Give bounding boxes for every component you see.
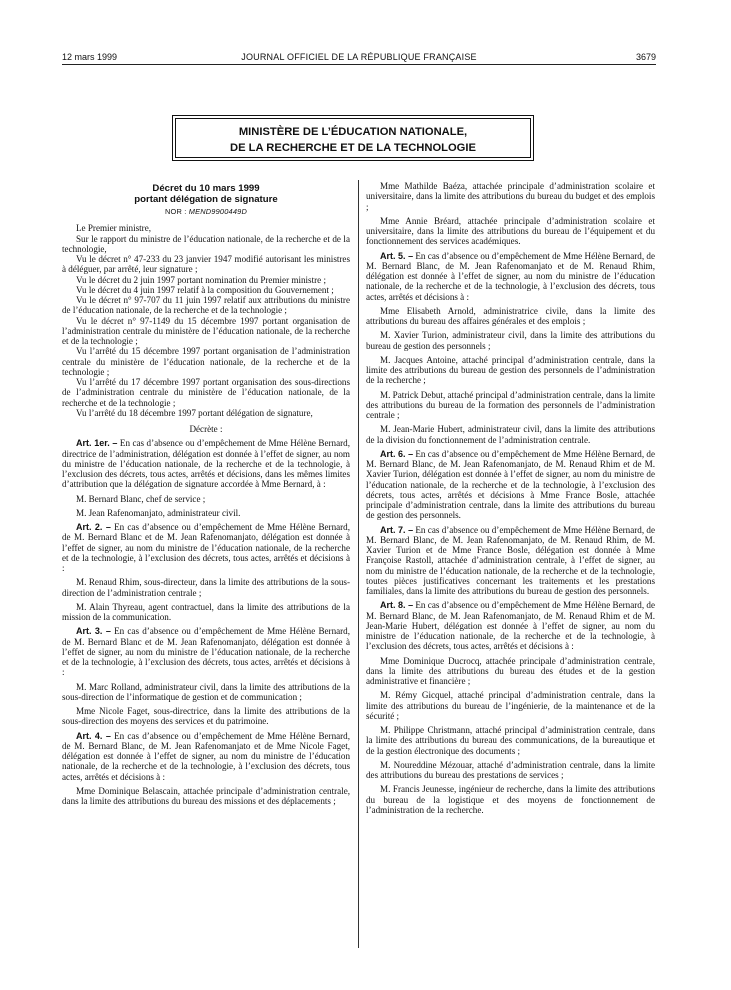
paragraph-text: M. Xavier Turion, administrateur civil, dans la limite des attributions du bureau de gestion des personnels ; — [366, 330, 655, 351]
article-paragraph — [62, 731, 350, 782]
paragraph-text: M. Rémy Gicquel, attaché principal d’administration centrale, dans la limite des attributions du bureau de l’ingénierie, de la maintenance et de la sécurité ; — [366, 690, 655, 721]
body-paragraph — [62, 424, 350, 434]
article-heading: Art. 1er. – — [76, 438, 118, 449]
article-paragraph — [366, 449, 655, 521]
header-rule — [62, 64, 656, 65]
body-paragraph — [62, 285, 350, 295]
ministry-line-2: DE LA RECHERCHE ET DE LA TECHNOLOGIE — [230, 142, 476, 154]
paragraph-text: M. Jacques Antoine, attaché principal d’administration centrale, dans la limite des attributions du bureau de gestion des personnels de l’administration de la recherche ; — [366, 354, 655, 386]
body-paragraph — [62, 377, 350, 408]
paragraph-text: M. Philippe Christmann, attaché principal d’administration centrale, dans la limite des attributions du bureau des communications, de la bureautique et de la gestion électronique des documents ; — [366, 725, 655, 756]
body-paragraph — [62, 494, 350, 504]
paragraph-text: Vu le décret n° 97-1149 du 15 décembre 1997 portant organisation de l’administration centrale du ministère de l’éducation nationale, de la recherche et de la technologie ; — [62, 315, 350, 346]
right-column — [366, 181, 655, 815]
paragraph-text: M. Jean Rafenomanjato, administrateur civil. — [76, 507, 241, 518]
nor-label: NOR : — [164, 207, 189, 216]
body-paragraph — [62, 223, 350, 233]
body-paragraph — [62, 295, 350, 316]
body-paragraph — [62, 234, 350, 255]
body-paragraph — [366, 216, 655, 247]
page-header — [62, 52, 656, 64]
body-paragraph — [366, 725, 655, 756]
right-column-body — [366, 181, 655, 815]
article-heading: Art. 7. – — [380, 524, 414, 535]
body-paragraph — [366, 306, 655, 327]
paragraph-text: En cas d’absence ou d’empêchement de Mme Hélène Bernard, de M. Bernard Blanc, de M. Jean Rafenomanjato, de M. Renaud Rhim et de M. Jean-Marie Hubert, délégation est donnée à l’effet de signer, au nom du ministre de l’éducation nationale, de la recherche et de la technologie, à l’exclusion des décrets, tous actes, arrêtés et décisions à : — [366, 600, 656, 652]
body-paragraph — [62, 602, 350, 623]
paragraph-text: En cas d’absence ou d’empêchement de Mme Hélène Bernard, de M. Bernard Blanc et de M. Jean Rafenomanjato, délégation est donnée à l’effet de signer, au nom du ministre de l’éducation nationale, de la recherche et de la technologie, à l’exclusion des décrets, tous actes, arrêtés et décisions à : — [62, 626, 351, 678]
article-paragraph — [366, 525, 655, 597]
body-paragraph — [62, 254, 350, 275]
body-paragraph — [62, 706, 350, 727]
paragraph-text: M. Patrick Debut, attaché principal d’administration centrale, dans la limite des attributions du bureau de la formation des personnels de l’administration centrale ; — [366, 389, 655, 420]
nor-reference — [62, 207, 350, 217]
body-paragraph — [366, 690, 655, 721]
paragraph-text: Vu l’arrêté du 15 décembre 1997 portant organisation de l’administration centrale du ministère de l’éducation nationale, de la recherche et de la technologie ; — [62, 346, 350, 377]
decree-title-line-2: portant délégation de signature — [134, 194, 278, 205]
paragraph-text: Décrète : — [189, 424, 223, 434]
article-heading: Art. 2. – — [76, 522, 111, 532]
nor-code: MEND9900449D — [188, 207, 248, 216]
body-paragraph — [62, 577, 350, 598]
body-paragraph — [366, 355, 655, 386]
paragraph-text: M. Francis Jeunesse, ingénieur de recherche, dans la limite des attributions du bureau de la logistique et des moyens de fonctionnement de l’administration de la recherche. — [366, 784, 655, 815]
decree-title — [62, 183, 350, 205]
paragraph-text: Vu le décret du 4 juin 1997 relatif à la composition du Gouvernement ; — [76, 284, 334, 295]
decree-title-line-1: Décret du 10 mars 1999 — [152, 183, 260, 194]
ministry-box — [172, 115, 534, 161]
paragraph-text: Mme Mathilde Baéza, attachée principale d’administration scolaire et universitaire, dans la limite des attributions du bureau du budget et des emplois ; — [366, 181, 655, 212]
paragraph-text: Le Premier ministre, — [76, 223, 152, 234]
left-column-body — [62, 223, 350, 806]
left-column — [62, 183, 350, 806]
body-paragraph — [62, 275, 350, 285]
article-heading: Art. 5. – — [380, 250, 414, 261]
paragraph-text: En cas d’absence ou d’empêchement de Mme Hélène Bernard, directrice de l’administration, délégation est donnée à l’effet de signer, au nom du ministre de l’éducation nationale, de la recherche et de la technologie, à l’exclusion des décrets, tous actes, arrêtés et décisions, dans les mêmes limites d’attribution que la délégation de signature accordée à Mme Bernard, à : — [62, 438, 350, 490]
paragraph-text: Vu le décret n° 97-707 du 11 juin 1997 relatif aux attributions du ministre de l’éducation nationale, de la recherche et de la technologie ; — [62, 295, 350, 316]
body-paragraph — [62, 508, 350, 518]
paragraph-text: Mme Dominique Belascain, attachée principale d’administration centrale, dans la limite des attributions du bureau des missions et des déplacements ; — [62, 785, 350, 806]
article-paragraph — [366, 600, 655, 651]
paragraph-text: M. Alain Thyreau, agent contractuel, dans la limite des attributions de la mission de la communication. — [62, 601, 350, 622]
paragraph-text: Mme Elisabeth Arnold, administratrice civile, dans la limite des attributions du bureau des affaires générales et des emplois ; — [366, 305, 655, 326]
column-divider — [358, 180, 359, 948]
paragraph-text: M. Bernard Blanc, chef de service ; — [76, 493, 206, 504]
body-paragraph — [366, 330, 655, 351]
header-page-number: 3679 — [635, 52, 656, 62]
article-heading: Art. 4. – — [76, 730, 111, 741]
paragraph-text: Mme Nicole Faget, sous-directrice, dans la limite des attributions de la sous-direction des moyens des services et du patrimoine. — [62, 706, 350, 727]
body-paragraph — [366, 424, 655, 445]
body-paragraph — [366, 390, 655, 421]
paragraph-text: En cas d’absence ou d’empêchement de Mme Hélène Bernard, de M. Bernard Blanc, de M. Jean Rafenomanjato et de M. Renaud Rhim, délégation est donnée à l’effet de signer, au nom du ministre de l’éducation nationale, de la recherche et de la technologie, à l’exclusion des décrets, tous actes, arrêtés et décisions à : — [366, 250, 656, 302]
paragraph-text: M. Jean-Marie Hubert, administrateur civil, dans la limite des attributions de la division du fonctionnement de l’administration centrale. — [366, 424, 655, 445]
paragraph-text: En cas d’absence ou d’empêchement de Mme Hélène Bernard, de M. Bernard Blanc, de M. Jean Rafenomanjato, de M. Renaud Rhim, de M. Xavier Turion et de Mme France Bosle, délégation est donnée à Mme Françoise Rastoll, attachée d’administration centrale, à l’effet de signer, au nom du ministre de l’éducation nationale, de la recherche et de la technologie, toutes pièces justificatives concernant les traitements et les prestations familiales, dans la limite des attributions du bureau de gestion des personnels. — [366, 524, 656, 596]
paragraph-text: M. Marc Rolland, administrateur civil, dans la limite des attributions de la sous-direction de l’informatique de gestion et de communication ; — [62, 681, 350, 702]
body-paragraph — [62, 682, 350, 703]
ministry-line-1: MINISTÈRE DE L’ÉDUCATION NATIONALE, — [238, 126, 468, 138]
body-paragraph — [62, 786, 350, 807]
body-paragraph — [366, 656, 655, 687]
paragraph-text: En cas d’absence ou d’empêchement de Mme Hélène Bernard, de M. Bernard Blanc et de M. Jean Rafenomanjato, délégation est donnée à l’effet de signer, au nom du ministre de l’éducation nationale, de la recherche et de la technologie, à l’exclusion des décrets, tous actes, arrêtés et décisions à : — [62, 522, 351, 573]
body-paragraph — [62, 346, 350, 377]
body-paragraph — [366, 760, 655, 781]
article-heading: Art. 6. – — [380, 448, 414, 459]
ministry-heading — [176, 119, 530, 156]
header-journal-title: JOURNAL OFFICIEL DE LA RÉPUBLIQUE FRANÇAISE — [241, 52, 477, 62]
article-heading: Art. 8. – — [380, 600, 414, 611]
paragraph-text: Vu le décret n° 47-233 du 23 janvier 1947 modifié autorisant les ministres à déléguer, par arrêté, leur signature ; — [62, 254, 350, 275]
body-paragraph — [62, 316, 350, 347]
paragraph-text: Sur le rapport du ministre de l’éducation nationale, de la recherche et de la technologie, — [62, 233, 350, 254]
body-paragraph — [62, 408, 350, 418]
header-date: 12 mars 1999 — [62, 52, 118, 62]
body-paragraph — [366, 181, 655, 212]
paragraph-text: M. Noureddine Mézouar, attaché d’administration centrale, dans la limite des attributions du bureau des prestations de services ; — [366, 759, 655, 780]
paragraph-text: M. Renaud Rhim, sous-directeur, dans la limite des attributions de la sous-direction de l’administration centrale ; — [62, 577, 350, 598]
article-heading: Art. 3. – — [76, 626, 111, 637]
paragraph-text: En cas d’absence ou d’empêchement de Mme Hélène Bernard, de M. Bernard Blanc, de M. Jean Rafenomanjato et de Mme Nicole Faget, délégation est donnée à l’effet de signer, au nom du ministre de l’éducation nationale, de la recherche et de la technologie, à l’exclusion des décrets, tous actes, arrêtés et décisions à : — [62, 730, 351, 782]
article-paragraph — [62, 438, 350, 489]
paragraph-text: Vu l’arrêté du 18 décembre 1997 portant délégation de signature, — [76, 407, 313, 418]
paragraph-text: Vu l’arrêté du 17 décembre 1997 portant organisation des sous-directions de l’administration centrale du ministère de l’éducation nationale, de la recherche et de la technologie ; — [62, 377, 350, 408]
paragraph-text: En cas d’absence ou d’empêchement de Mme Hélène Bernard, de M. Bernard Blanc, de M. Jean Rafenomanjato, de M. Renaud Rhim et de M. Xavier Turion, délégation est donnée à l’effet de signer, au nom du ministre de l’éducation nationale, de la recherche et de la technologie, à l’exclusion des décrets, tous actes, arrêtés et décisions à Mme France Bosle, attachée principale d’administration centrale, dans la limite des attributions du bureau de gestion des personnels. — [366, 448, 656, 521]
ministry-box-inner — [175, 118, 531, 158]
article-paragraph — [62, 626, 350, 677]
paragraph-text: Mme Dominique Ducrocq, attachée principale d’administration centrale, dans la limite des attributions du bureau des études et de la gestion administrative et financière ; — [366, 655, 655, 686]
paragraph-text: Vu le décret du 2 juin 1997 portant nomination du Premier ministre ; — [76, 274, 326, 285]
article-paragraph — [62, 522, 350, 573]
article-paragraph — [366, 251, 655, 302]
paragraph-text: Mme Annie Bréard, attachée principale d’administration scolaire et universitaire, dans la limite des attributions du bureau de l’équipement et du fonctionnement des services académiques. — [366, 215, 655, 247]
body-paragraph — [366, 784, 655, 815]
